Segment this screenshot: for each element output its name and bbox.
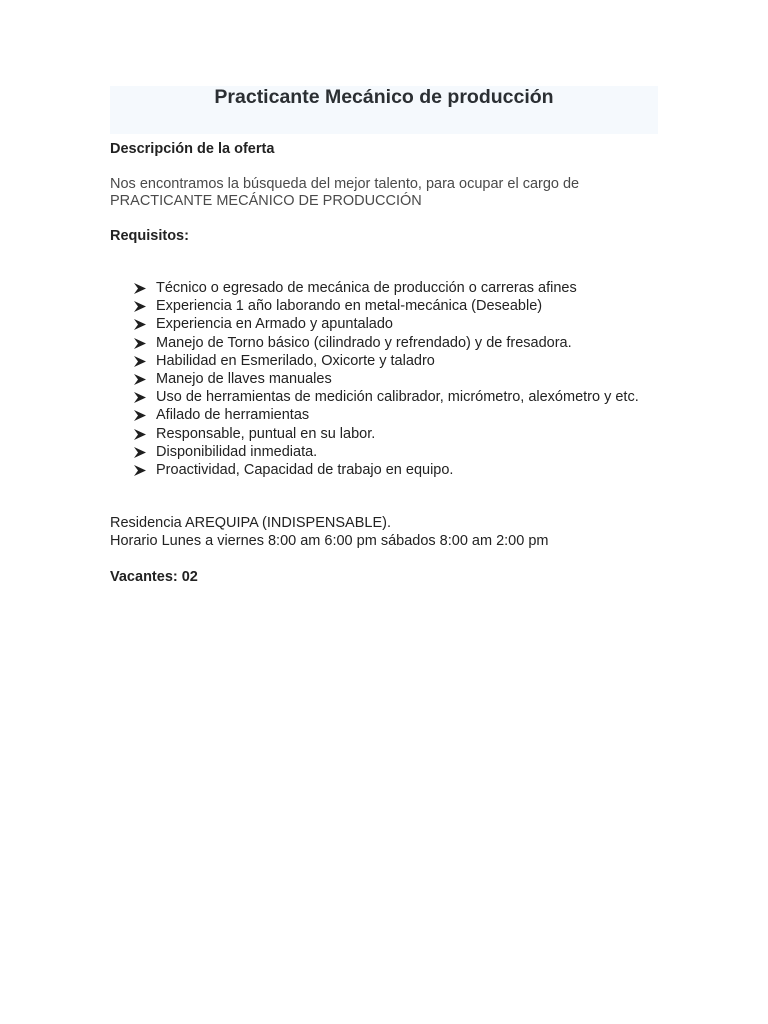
requirement-text: Proactividad, Capacidad de trabajo en equipo. (156, 462, 454, 479)
schedule-text: Horario Lunes a viernes 8:00 am 6:00 pm sábados 8:00 am 2:00 pm (110, 533, 549, 550)
requirement-text: Manejo de llaves manuales (156, 371, 332, 388)
title-banner (110, 86, 658, 134)
arrowhead-bullet-icon (134, 447, 146, 458)
list-item (134, 388, 656, 406)
arrowhead-bullet-icon (134, 392, 146, 403)
residence-text: Residencia AREQUIPA (INDISPENSABLE). (110, 515, 391, 532)
description-text (110, 176, 658, 210)
requirement-text: Técnico o egresado de mecánica de producción o carreras afines (156, 280, 577, 296)
requirement-text: Afilado de herramientas (156, 407, 310, 424)
arrowhead-bullet-icon (134, 374, 146, 385)
list-item (134, 297, 656, 315)
description-line-2: PRACTICANTE MECÁNICO DE PRODUCCIÓN (110, 193, 422, 209)
description-line-1: Nos encontramos la búsqueda del mejor talento, para ocupar el cargo de (110, 176, 580, 192)
arrowhead-bullet-icon (134, 356, 146, 367)
requirement-text: Experiencia 1 año laborando en metal-mecánica (Deseable) (156, 298, 543, 315)
requirement-text: Experiencia en Armado y apuntalado (156, 316, 393, 333)
arrowhead-bullet-icon (134, 465, 146, 476)
requirement-text: Disponibilidad inmediata. (156, 443, 318, 460)
list-item (134, 352, 656, 370)
list-item (134, 315, 656, 333)
list-item (134, 334, 656, 352)
arrowhead-bullet-icon (134, 410, 146, 421)
requirements-heading: Requisitos: (110, 228, 189, 244)
arrowhead-bullet-icon (134, 283, 146, 294)
arrowhead-bullet-icon (134, 301, 146, 312)
requirement-text: Uso de herramientas de medición calibrador, micrómetro, alexómetro y etc. (156, 389, 639, 406)
arrowhead-bullet-icon (134, 338, 146, 349)
vacancies-text: Vacantes: 02 (110, 569, 198, 586)
job-posting-document (110, 86, 658, 586)
additional-info (110, 514, 658, 550)
requirement-text: Responsable, puntual en su labor. (156, 425, 376, 442)
list-item (134, 279, 656, 297)
requirement-text: Manejo de Torno básico (cilindrado y refrendado) y de fresadora. (156, 334, 572, 351)
list-item (134, 370, 656, 388)
arrowhead-bullet-icon (134, 429, 146, 440)
requirement-text: Habilidad en Esmerilado, Oxicorte y taladro (156, 352, 435, 369)
list-item (134, 461, 656, 479)
arrowhead-bullet-icon (134, 319, 146, 330)
list-item (134, 443, 656, 461)
list-item (134, 425, 656, 443)
list-item (134, 406, 656, 424)
page-title: Practicante Mecánico de producción (214, 86, 554, 108)
description-heading: Descripción de la oferta (110, 141, 275, 157)
requirements-list (110, 279, 658, 479)
